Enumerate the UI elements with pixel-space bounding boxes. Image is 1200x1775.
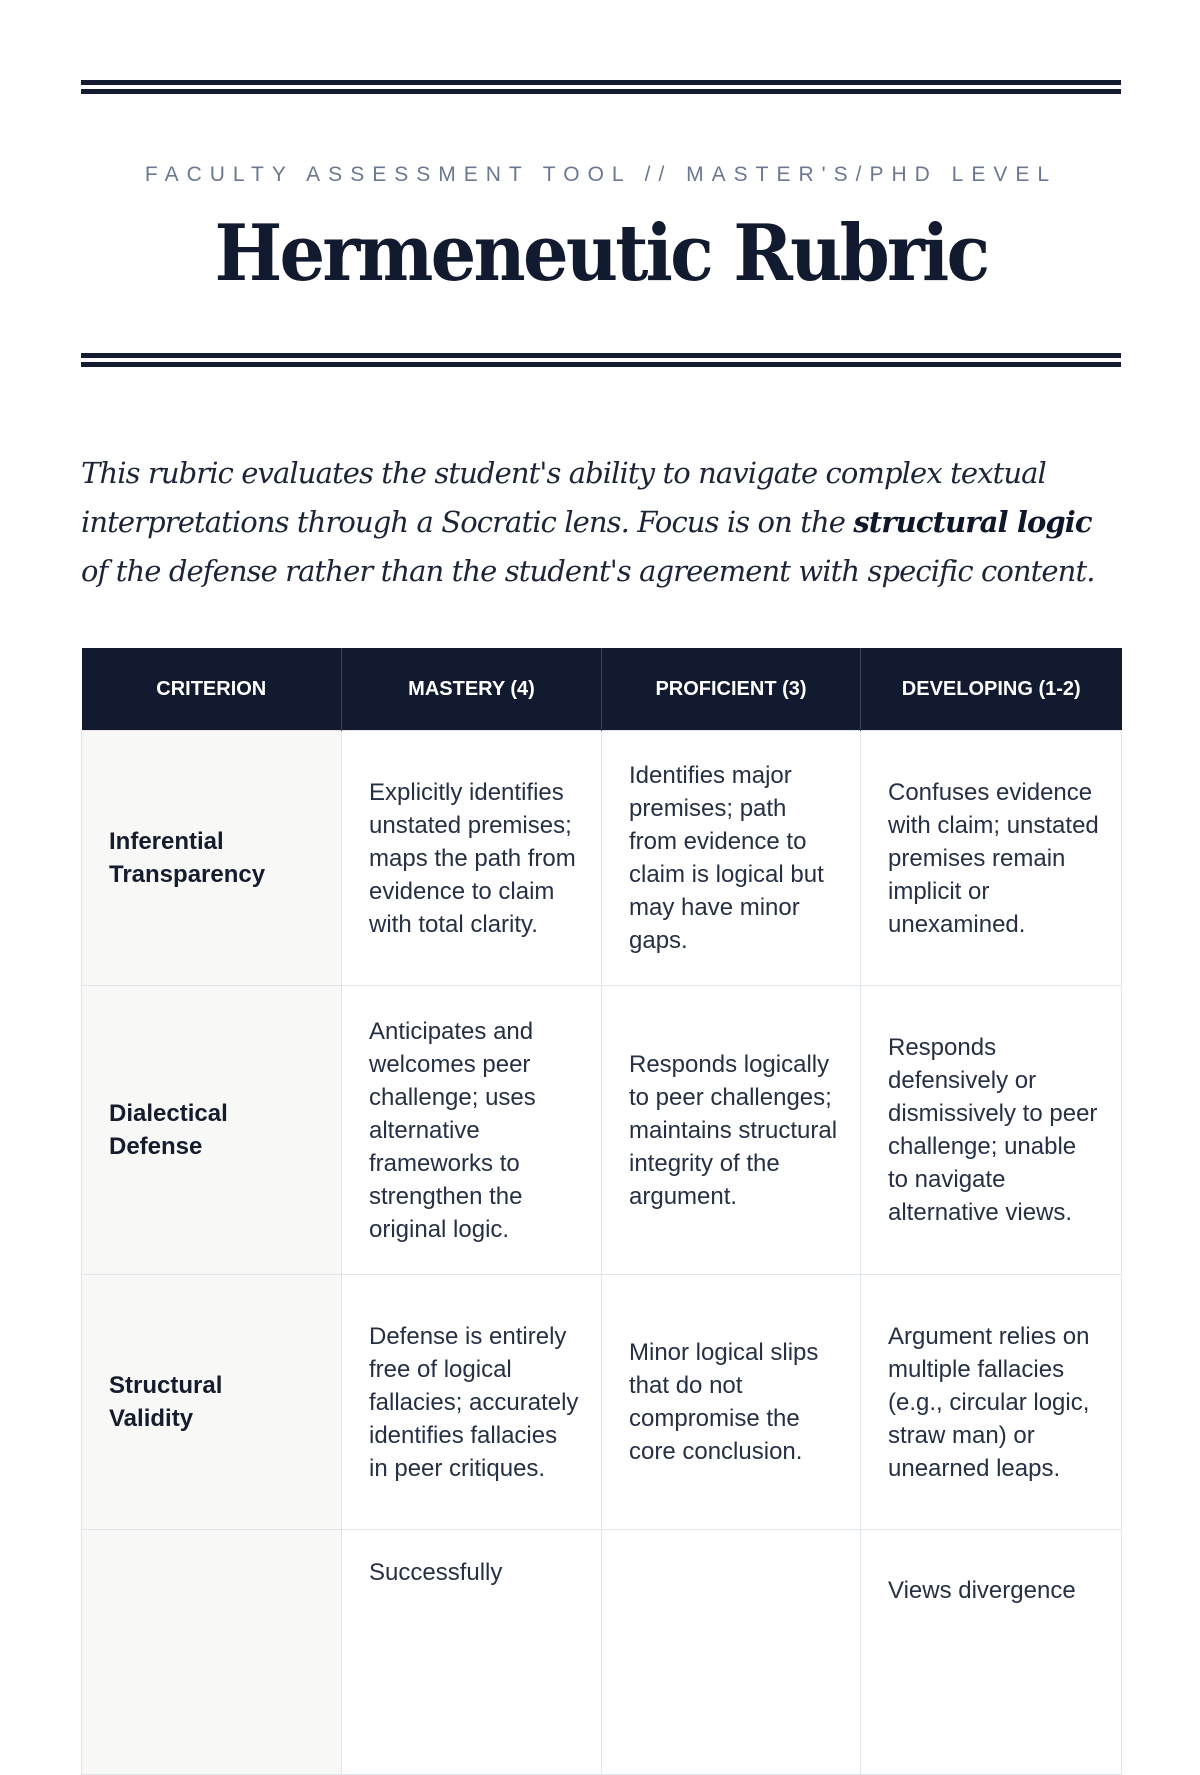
header-criterion: CRITERION	[82, 648, 342, 731]
proficient-cell: Minor logical slips that do not compromise the core conclusion.	[602, 1275, 861, 1530]
criterion-cell: Dialectical Defense	[82, 986, 342, 1275]
eyebrow-label: FACULTY ASSESSMENT TOOL // MASTER'S/PHD LEVEL	[144, 163, 1058, 186]
intro-paragraph	[81, 449, 1121, 596]
mastery-cell: Anticipates and welcomes peer challenge; uses alternative frameworks to strengthen the original logic.	[342, 986, 602, 1275]
developing-cell: Views divergence	[861, 1530, 1122, 1775]
rubric-table	[81, 648, 1122, 1775]
proficient-cell	[602, 1530, 861, 1775]
intro-text-before: This rubric evaluates the student's ability to navigate complex textual interpretations through a Socratic lens. Focus is on the	[81, 456, 1046, 539]
criterion-cell	[82, 1530, 342, 1775]
proficient-cell: Identifies major premises; path from evidence to claim is logical but may have minor gaps.	[602, 731, 861, 986]
header-developing: DEVELOPING (1-2)	[861, 648, 1122, 731]
table-row	[82, 986, 1122, 1275]
mastery-cell: Defense is entirely free of logical fallacies; accurately identifies fallacies in peer critiques.	[342, 1275, 602, 1530]
criterion-cell: Structural Validity	[82, 1275, 342, 1530]
header-mastery: MASTERY (4)	[342, 648, 602, 731]
header-proficient: PROFICIENT (3)	[602, 648, 861, 731]
intro-emphasis: structural logic	[853, 505, 1092, 539]
proficient-cell: Responds logically to peer challenges; maintains structural integrity of the argument.	[602, 986, 861, 1275]
mastery-cell: Explicitly identifies unstated premises; maps the path from evidence to claim with total clarity.	[342, 731, 602, 986]
rubric-page	[81, 0, 1121, 1775]
mastery-cell: Successfully	[342, 1530, 602, 1775]
criterion-cell: Inferential Transparency	[82, 731, 342, 986]
table-header-row	[82, 648, 1122, 731]
developing-cell: Confuses evidence with claim; unstated premises remain implicit or unexamined.	[861, 731, 1122, 986]
bottom-double-rule	[81, 353, 1121, 367]
page-title: Hermeneutic Rubric	[214, 208, 988, 299]
developing-cell: Responds defensively or dismissively to peer challenge; unable to navigate alternative views.	[861, 986, 1122, 1275]
top-double-rule	[81, 80, 1121, 94]
table-row	[82, 1275, 1122, 1530]
table-row	[82, 1530, 1122, 1775]
developing-cell: Argument relies on multiple fallacies (e.g., circular logic, straw man) or unearned leaps.	[861, 1275, 1122, 1530]
intro-text-after: of the defense rather than the student's agreement with specific content.	[81, 554, 1095, 588]
table-row	[82, 731, 1122, 986]
